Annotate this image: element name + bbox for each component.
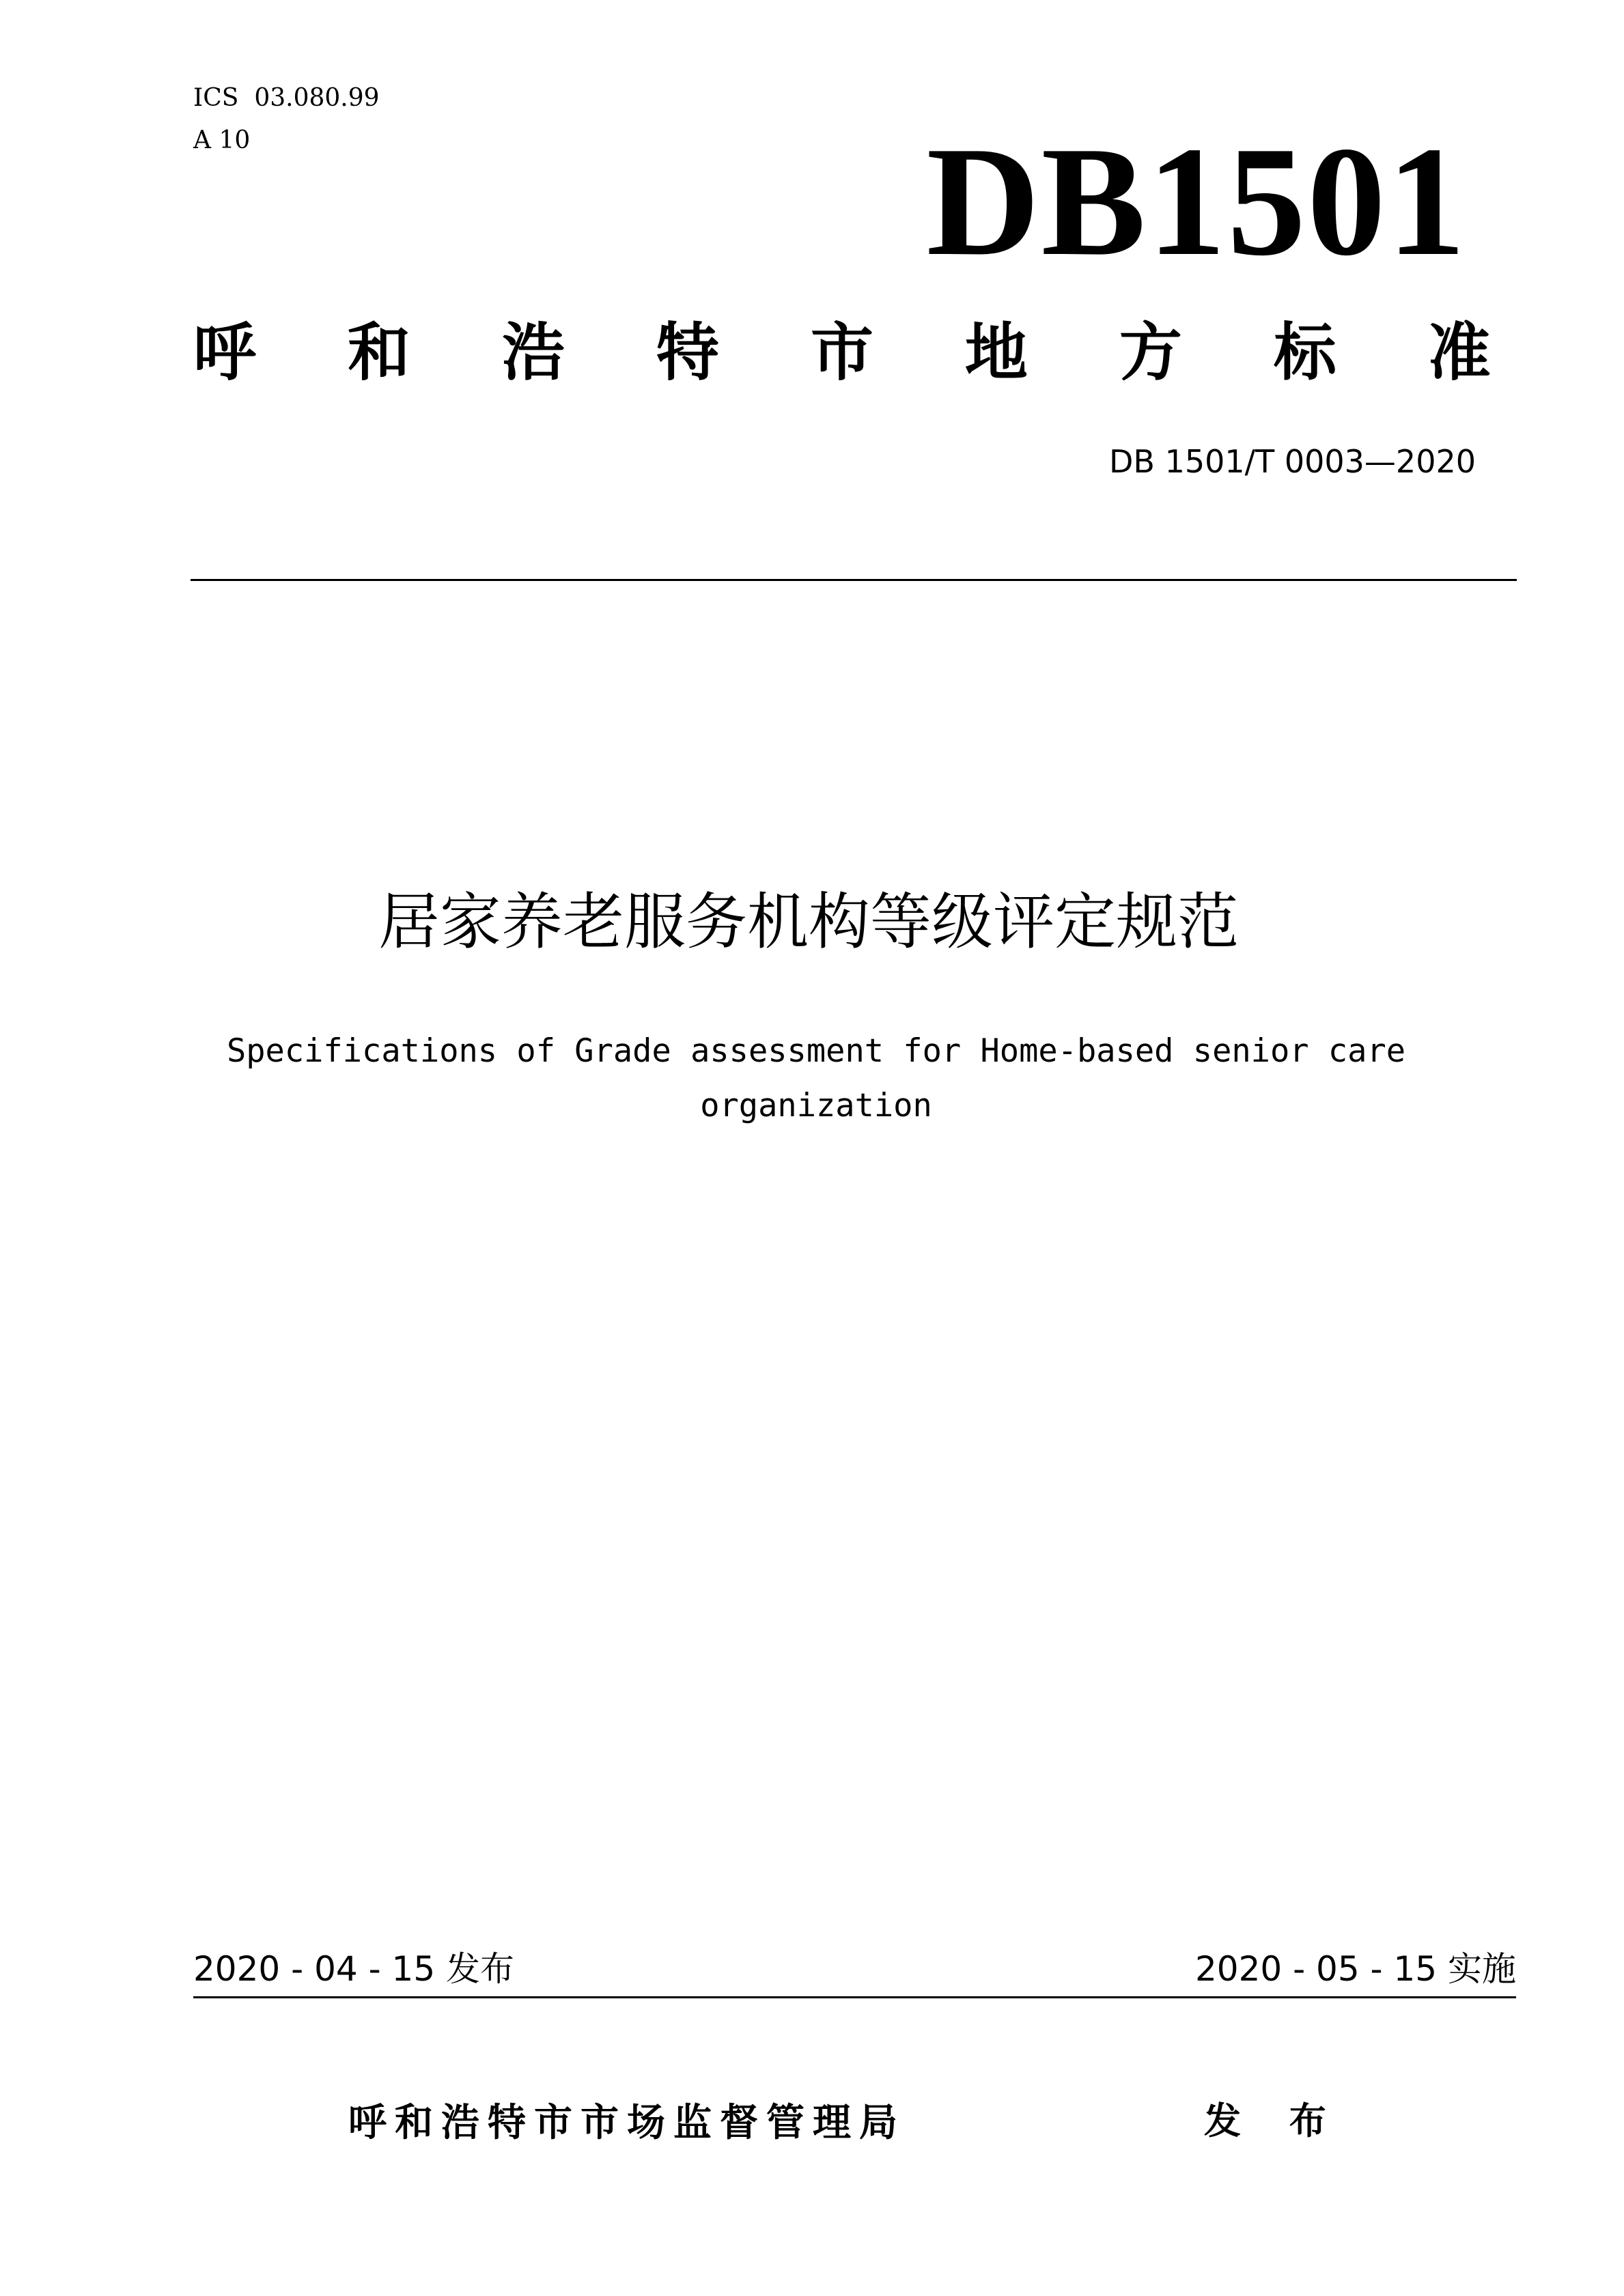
title-english — [137, 1024, 1496, 1133]
standard-type-char: 呼 — [193, 316, 257, 389]
standard-type-char: 市 — [810, 316, 873, 389]
standard-type-char: 方 — [1119, 316, 1182, 389]
standard-number: DB 1501/T 0003—2020 — [1108, 443, 1476, 480]
standard-type-heading — [193, 315, 1491, 391]
standard-type-char: 特 — [656, 316, 719, 389]
issuing-authority: 呼和浩特市市场监督管理局 — [348, 2101, 906, 2145]
title-chinese: 居家养老服务机构等级评定规范 — [378, 886, 1239, 958]
issue-label: 发 布 — [1204, 2099, 1344, 2142]
publish-date: 2020 - 04 - 15 发布 — [193, 1949, 515, 1989]
title-chinese-wrapper — [0, 885, 1624, 960]
classification-code: A 10 — [193, 126, 251, 154]
implementation-date: 2020 - 05 - 15 实施 — [1194, 1949, 1516, 1989]
ics-code: ICS 03.080.99 — [193, 84, 380, 112]
standard-type-char: 和 — [347, 316, 410, 389]
standard-type-char: 地 — [964, 316, 1028, 389]
bottom-divider — [193, 1996, 1516, 1998]
standard-type-char: 浩 — [501, 316, 565, 389]
standard-type-char: 标 — [1273, 316, 1336, 389]
standard-code-logo: DB1501 — [926, 114, 1467, 288]
title-english-line2: organization — [700, 1087, 932, 1124]
top-divider — [191, 579, 1517, 581]
standard-type-char: 准 — [1427, 316, 1491, 389]
title-english-line1: Specifications of Grade assessment for Home-based senior care — [226, 1032, 1406, 1070]
